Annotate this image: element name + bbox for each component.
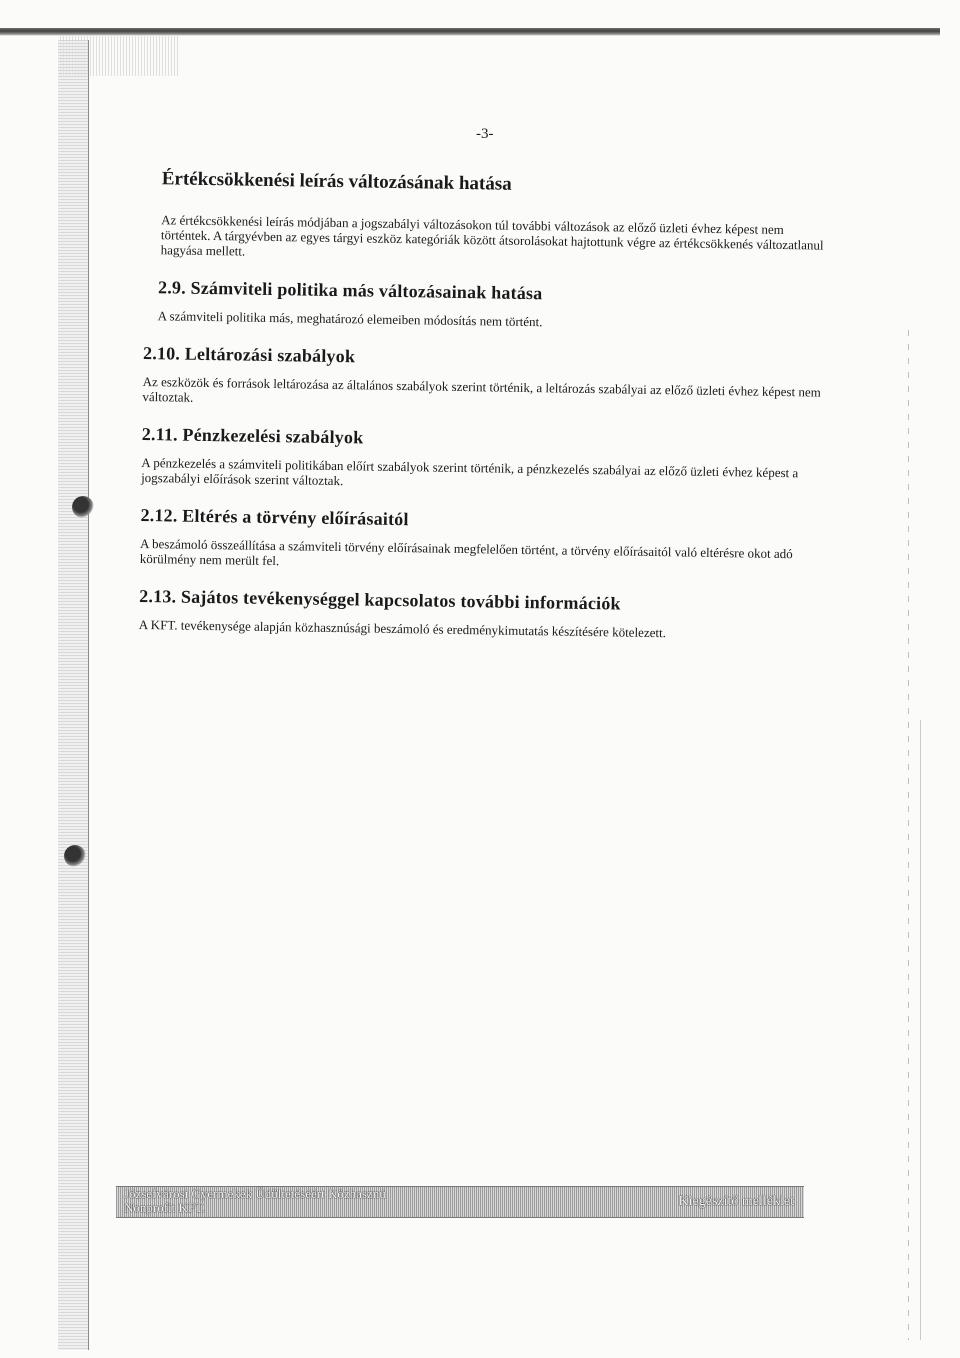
section-heading: 2.10. Leltározási szabályok xyxy=(142,342,356,367)
section-text: A KFT. tevékenysége alapján közhasznúsági beszámoló és eredménykimutatás készítésére kötelezett. xyxy=(138,616,667,641)
page-number: -3- xyxy=(476,126,494,142)
scan-binding-line xyxy=(88,40,89,1350)
scan-binding-shadow xyxy=(58,40,88,1350)
section-text: A számviteli politika más, meghatározó elemeiben módosítás nem történt. xyxy=(157,308,543,330)
punch-hole-icon xyxy=(72,496,94,518)
section-text: A beszámoló összeállítása a számviteli törvény előírásainak megfelelően történt, a törvény előírásaitól való eltérésre okot adó körülmény nem merült fel. xyxy=(139,535,793,569)
scan-right-line xyxy=(920,720,921,1340)
section-heading: 2.9. Számviteli politika más változásainak hatása xyxy=(157,277,543,304)
intro-paragraph: Az értékcsökkenési leírás módjában a jogszabályi változásokon túl további változások az előző üzleti évhez képest nem történtek. A tárgyévben az egyes tárgyi eszköz kategóriák között átsorolásokat hajtottunk végre az értékcsökkenés változatlanul hagyása mellett. xyxy=(160,212,824,259)
page-title: Értékcsökkenési leírás változásának hatása xyxy=(161,168,512,195)
footer-org-line1: Józsefvárosi Gyermekek Üdültetéséért Közhasznú xyxy=(124,1186,386,1201)
section-heading: 2.11. Pénzkezelési szabályok xyxy=(141,423,364,448)
document-body xyxy=(138,168,825,659)
scan-top-edge xyxy=(0,28,940,36)
section-text: A pénzkezelés a számviteli politikában előírt szabályok szerint történik, a pénzkezelés szabályai az előző üzleti évhez képest a jogszabályi előírások szerint változtak. xyxy=(141,454,799,489)
footer-label: Kiegészítő melléklet xyxy=(678,1194,794,1209)
footer-organization xyxy=(124,1187,386,1215)
page-footer xyxy=(116,1186,804,1218)
footer-org-line2: Nonprofit KFT. xyxy=(124,1200,206,1215)
section-heading: 2.13. Sajátos tevékenységgel kapcsolatos további információk xyxy=(139,585,621,614)
punch-hole-icon xyxy=(64,845,86,867)
section-heading: 2.12. Eltérés a törvény előírásaitól xyxy=(140,504,409,530)
scan-right-mark xyxy=(908,330,909,1340)
section-text: Az eszközök és források leltározása az általános szabályok szerint történik, a leltározás szabályai az előző üzleti évhez képest nem változtak. xyxy=(142,373,821,405)
